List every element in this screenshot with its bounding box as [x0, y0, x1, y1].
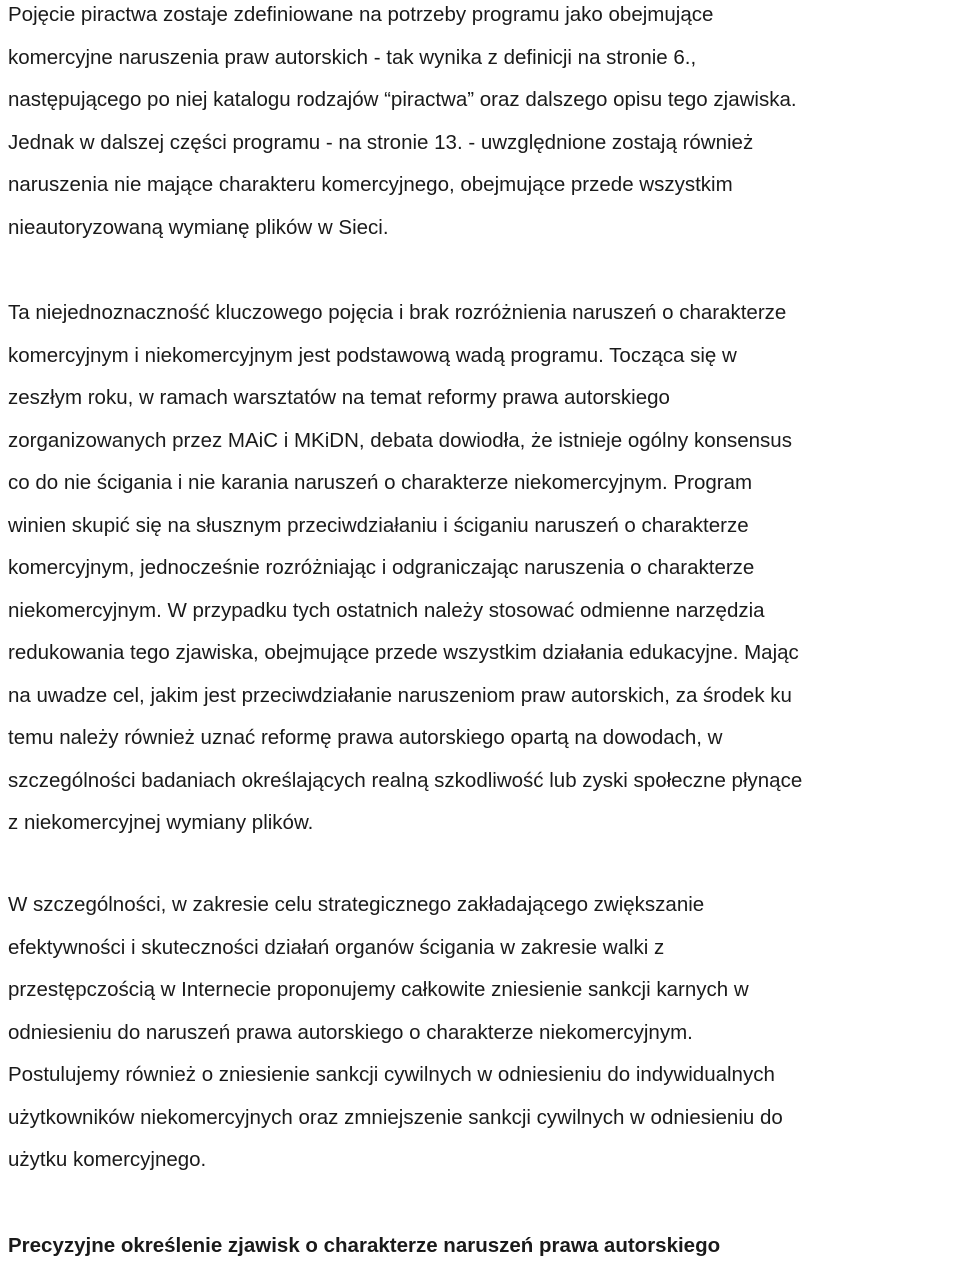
text-line: niekomercyjnym. W przypadku tych ostatnich należy stosować odmienne narzędzia — [8, 598, 765, 622]
text-line: nieautoryzowaną wymianę plików w Sieci. — [8, 215, 389, 239]
section-heading: Precyzyjne określenie zjawisk o charakterze naruszeń prawa autorskiego — [8, 1234, 721, 1257]
text-line: użytku komercyjnego. — [8, 1148, 207, 1171]
text-line: W szczególności, w zakresie celu strategicznego zakładającego zwiększanie — [8, 893, 705, 916]
text-line: winien skupić się na słusznym przeciwdziałaniu i ściganiu naruszeń o charakterze — [8, 513, 749, 537]
text-line: następującego po niej katalogu rodzajów “piractwa” oraz dalszego opisu tego zjawiska. — [8, 88, 797, 111]
text-line: efektywności i skuteczności działań organów ścigania w zakresie walki z — [8, 935, 665, 959]
text-line: użytkowników niekomercyjnych oraz zmniejszenie sankcji cywilnych w odniesieniu do — [8, 1105, 783, 1129]
text-line: zorganizowanych przez MAiC i MKiDN, debata dowiodła, że istnieje ogólny konsensus — [8, 428, 792, 452]
text-line: naruszenia nie mające charakteru komercyjnego, obejmujące przede wszystkim — [8, 173, 733, 196]
text-line: odniesieniu do naruszeń prawa autorskiego o charakterze niekomercyjnym. — [8, 1020, 693, 1044]
text-line: temu należy również uznać reformę prawa autorskiego opartą na dowodach, w — [8, 726, 723, 749]
text-line: zeszłym roku, w ramach warsztatów na temat reformy prawa autorskiego — [8, 386, 670, 409]
text-line: komercyjnym i niekomercyjnym jest podstawową wadą programu. Tocząca się w — [8, 343, 737, 367]
text-line: Postulujemy również o zniesienie sankcji cywilnych w odniesieniu do indywidualnych — [8, 1063, 775, 1086]
text-line: z niekomercyjnej wymiany plików. — [8, 811, 314, 834]
paragraph-sanctions — [8, 884, 783, 1182]
text-line: co do nie ścigania i nie karania naruszeń o charakterze niekomercyjnym. Program — [8, 471, 753, 494]
text-line: Ta niejednoznaczność kluczowego pojęcia i brak rozróżnienia naruszeń o charakterze — [8, 301, 787, 324]
paragraph-ambiguity — [8, 292, 802, 845]
text-line: Jednak w dalszej części programu - na stronie 13. - uwzględnione zostają również — [8, 130, 754, 154]
text-line: redukowania tego zjawiska, obejmujące przede wszystkim działania edukacyjne. Mając — [8, 641, 799, 664]
text-line: na uwadze cel, jakim jest przeciwdziałanie naruszeniom praw autorskich, za środek ku — [8, 683, 792, 707]
text-line: przestępczością w Internecie proponujemy całkowite zniesienie sankcji karnych w — [8, 978, 749, 1001]
paragraph-piracy-definition — [8, 0, 797, 249]
text-line: komercyjne naruszenia praw autorskich - tak wynika z definicji na stronie 6., — [8, 45, 697, 69]
text-line: Pojęcie piractwa zostaje zdefiniowane na potrzeby programu jako obejmujące — [8, 3, 714, 26]
text-line: komercyjnym, jednocześnie rozróżniając i odgraniczając naruszenia o charakterze — [8, 556, 755, 579]
text-line: szczególności badaniach określających realną szkodliwość lub zyski społeczne płynące — [8, 768, 803, 792]
